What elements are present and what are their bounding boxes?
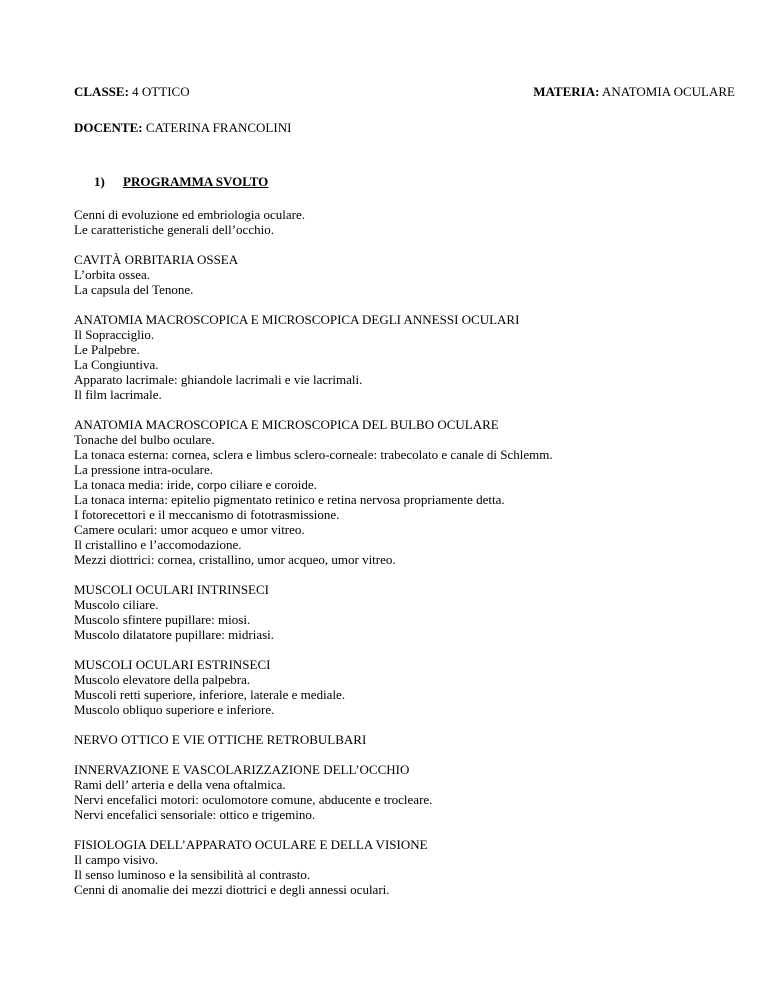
section-item: Muscolo obliquo superiore e inferiore. — [74, 702, 275, 717]
section-item: Cenni di evoluzione ed embriologia oculare. — [74, 207, 306, 222]
section-heading: FISIOLOGIA DELL’APPARATO OCULARE E DELLA VISIONE — [74, 837, 428, 852]
program-title: PROGRAMMA SVOLTO — [123, 174, 269, 189]
program-section — [74, 837, 714, 897]
program-section — [74, 582, 714, 642]
subject-value: ANATOMIA OCULARE — [601, 84, 735, 99]
section-item: Camere oculari: umor acqueo e umor vitreo. — [74, 522, 305, 537]
section-item: L’orbita ossea. — [74, 267, 151, 282]
class-label: CLASSE: — [74, 84, 129, 99]
section-item: La tonaca interna: epitelio pigmentato retinico e retina nervosa propriamente detta. — [74, 492, 505, 507]
program-section — [74, 207, 714, 237]
document-page — [74, 84, 735, 897]
section-heading: MUSCOLI OCULARI INTRINSECI — [74, 582, 269, 597]
section-item: La tonaca media: iride, corpo ciliare e coroide. — [74, 477, 317, 492]
subject-label: MATERIA: — [533, 84, 600, 99]
section-item: Muscolo sfintere pupillare: miosi. — [74, 612, 251, 627]
section-item: Nervi encefalici motori: oculomotore comune, abducente e trocleare. — [74, 792, 433, 807]
section-heading: CAVITÀ ORBITARIA OSSEA — [74, 252, 239, 267]
program-section — [74, 312, 714, 402]
section-item: Nervi encefalici sensoriale: ottico e trigemino. — [74, 807, 316, 822]
section-item: Il senso luminoso e la sensibilità al contrasto. — [74, 867, 311, 882]
teacher-value: CATERINA FRANCOLINI — [145, 120, 292, 135]
section-item: La pressione intra-oculare. — [74, 462, 213, 477]
program-section — [74, 252, 714, 297]
section-heading: INNERVAZIONE E VASCOLARIZZAZIONE DELL’OCCHIO — [74, 762, 410, 777]
section-item: I fotorecettori e il meccanismo di fototrasmissione. — [74, 507, 340, 522]
program-section — [74, 657, 714, 717]
header-row — [74, 84, 735, 99]
program-section — [74, 417, 714, 567]
section-item: Cenni di anomalie dei mezzi diottrici e degli annessi oculari. — [74, 882, 390, 897]
subject-field — [533, 84, 735, 99]
program-number: 1) — [94, 174, 105, 189]
section-heading: ANATOMIA MACROSCOPICA E MICROSCOPICA DEL BULBO OCULARE — [74, 417, 499, 432]
section-item: Apparato lacrimale: ghiandole lacrimali e vie lacrimali. — [74, 372, 363, 387]
teacher-label: DOCENTE: — [74, 120, 143, 135]
section-item: Le caratteristiche generali dell’occhio. — [74, 222, 274, 237]
section-item: Rami dell’ arteria e della vena oftalmica. — [74, 777, 286, 792]
class-field — [74, 84, 190, 99]
program-heading — [94, 174, 714, 189]
program-section — [74, 732, 714, 747]
section-item: La Congiuntiva. — [74, 357, 159, 372]
section-item: Muscolo dilatatore pupillare: midriasi. — [74, 627, 275, 642]
section-heading: NERVO OTTICO E VIE OTTICHE RETROBULBARI — [74, 732, 367, 747]
program-sections — [74, 207, 714, 897]
section-heading: MUSCOLI OCULARI ESTRINSECI — [74, 657, 271, 672]
section-item: Il Sopracciglio. — [74, 327, 155, 342]
section-item: Il campo visivo. — [74, 852, 159, 867]
section-item: Tonache del bulbo oculare. — [74, 432, 215, 447]
section-item: La capsula del Tenone. — [74, 282, 194, 297]
class-value: 4 OTTICO — [132, 84, 190, 99]
section-item: Muscoli retti superiore, inferiore, laterale e mediale. — [74, 687, 346, 702]
section-item: Il cristallino e l’accomodazione. — [74, 537, 242, 552]
section-heading: ANATOMIA MACROSCOPICA E MICROSCOPICA DEGLI ANNESSI OCULARI — [74, 312, 520, 327]
section-item: Mezzi diottrici: cornea, cristallino, umor acqueo, umor vitreo. — [74, 552, 396, 567]
teacher-field — [74, 120, 714, 135]
section-item: Il film lacrimale. — [74, 387, 162, 402]
section-item: Muscolo elevatore della palpebra. — [74, 672, 251, 687]
section-item: Le Palpebre. — [74, 342, 140, 357]
section-item: La tonaca esterna: cornea, sclera e limbus sclero-corneale: trabecolato e canale di Schlemm. — [74, 447, 553, 462]
section-item: Muscolo ciliare. — [74, 597, 159, 612]
program-section — [74, 762, 714, 822]
